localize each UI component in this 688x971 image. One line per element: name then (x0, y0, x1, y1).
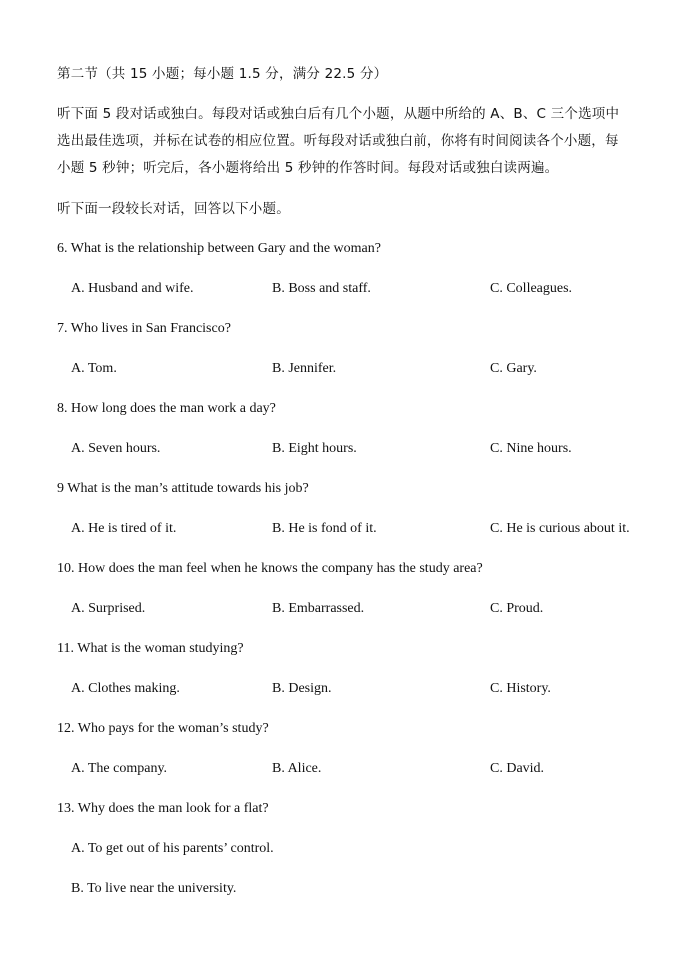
option-c[interactable]: C. Gary. (490, 361, 537, 376)
question-stem: 7. Who lives in San Francisco? (57, 321, 231, 336)
question-stem: 11. What is the woman studying? (57, 641, 244, 656)
option-a[interactable]: A. Seven hours. (71, 441, 161, 456)
option-a[interactable]: A. Surprised. (71, 601, 146, 616)
instruction-line-1: 听下面 5 段对话或独白。每段对话或独白后有几个小题，从题中所给的 A、B、C 三个选项中 (57, 106, 620, 122)
option-a[interactable]: A. Tom. (71, 361, 117, 376)
instruction-line-3: 小题 5 秒钟；听完后，各小题将给出 5 秒钟的作答时间。每段对话或独白读两遍。 (57, 160, 559, 176)
option-c[interactable]: C. Colleagues. (490, 281, 573, 296)
option-c[interactable]: C. Proud. (490, 601, 544, 616)
option-a[interactable]: A. To get out of his parents’ control. (71, 841, 274, 856)
option-b[interactable]: B. Eight hours. (272, 441, 357, 456)
question-stem: 10. How does the man feel when he knows the company has the study area? (57, 561, 483, 576)
section-heading: 第二节（共 15 小题；每小题 1.5 分，满分 22.5 分） (57, 66, 388, 82)
option-b[interactable]: B. To live near the university. (71, 881, 237, 896)
option-a[interactable]: A. Clothes making. (71, 681, 180, 696)
question-stem: 6. What is the relationship between Gary and the woman? (57, 241, 381, 256)
option-b[interactable]: B. Jennifer. (272, 361, 337, 376)
option-c[interactable]: C. He is curious about it. (490, 521, 630, 536)
question-stem: 8. How long does the man work a day? (57, 401, 276, 416)
option-c[interactable]: C. Nine hours. (490, 441, 572, 456)
dialogue-intro: 听下面一段较长对话，回答以下小题。 (57, 201, 290, 217)
option-b[interactable]: B. He is fond of it. (272, 521, 377, 536)
option-a[interactable]: A. The company. (71, 761, 168, 776)
option-a[interactable]: A. Husband and wife. (71, 281, 194, 296)
option-c[interactable]: C. David. (490, 761, 545, 776)
option-c[interactable]: C. History. (490, 681, 551, 696)
option-a[interactable]: A. He is tired of it. (71, 521, 177, 536)
option-b[interactable]: B. Boss and staff. (272, 281, 371, 296)
instruction-line-2: 选出最佳选项，并标在试卷的相应位置。听每段对话或独白前，你将有时间阅读各个小题，每 (57, 133, 619, 149)
question-stem: 13. Why does the man look for a flat? (57, 801, 269, 816)
option-b[interactable]: B. Alice. (272, 761, 322, 776)
option-b[interactable]: B. Embarrassed. (272, 601, 365, 616)
question-stem: 12. Who pays for the woman’s study? (57, 721, 269, 736)
question-stem: 9 What is the man’s attitude towards his job? (57, 481, 309, 496)
option-b[interactable]: B. Design. (272, 681, 332, 696)
